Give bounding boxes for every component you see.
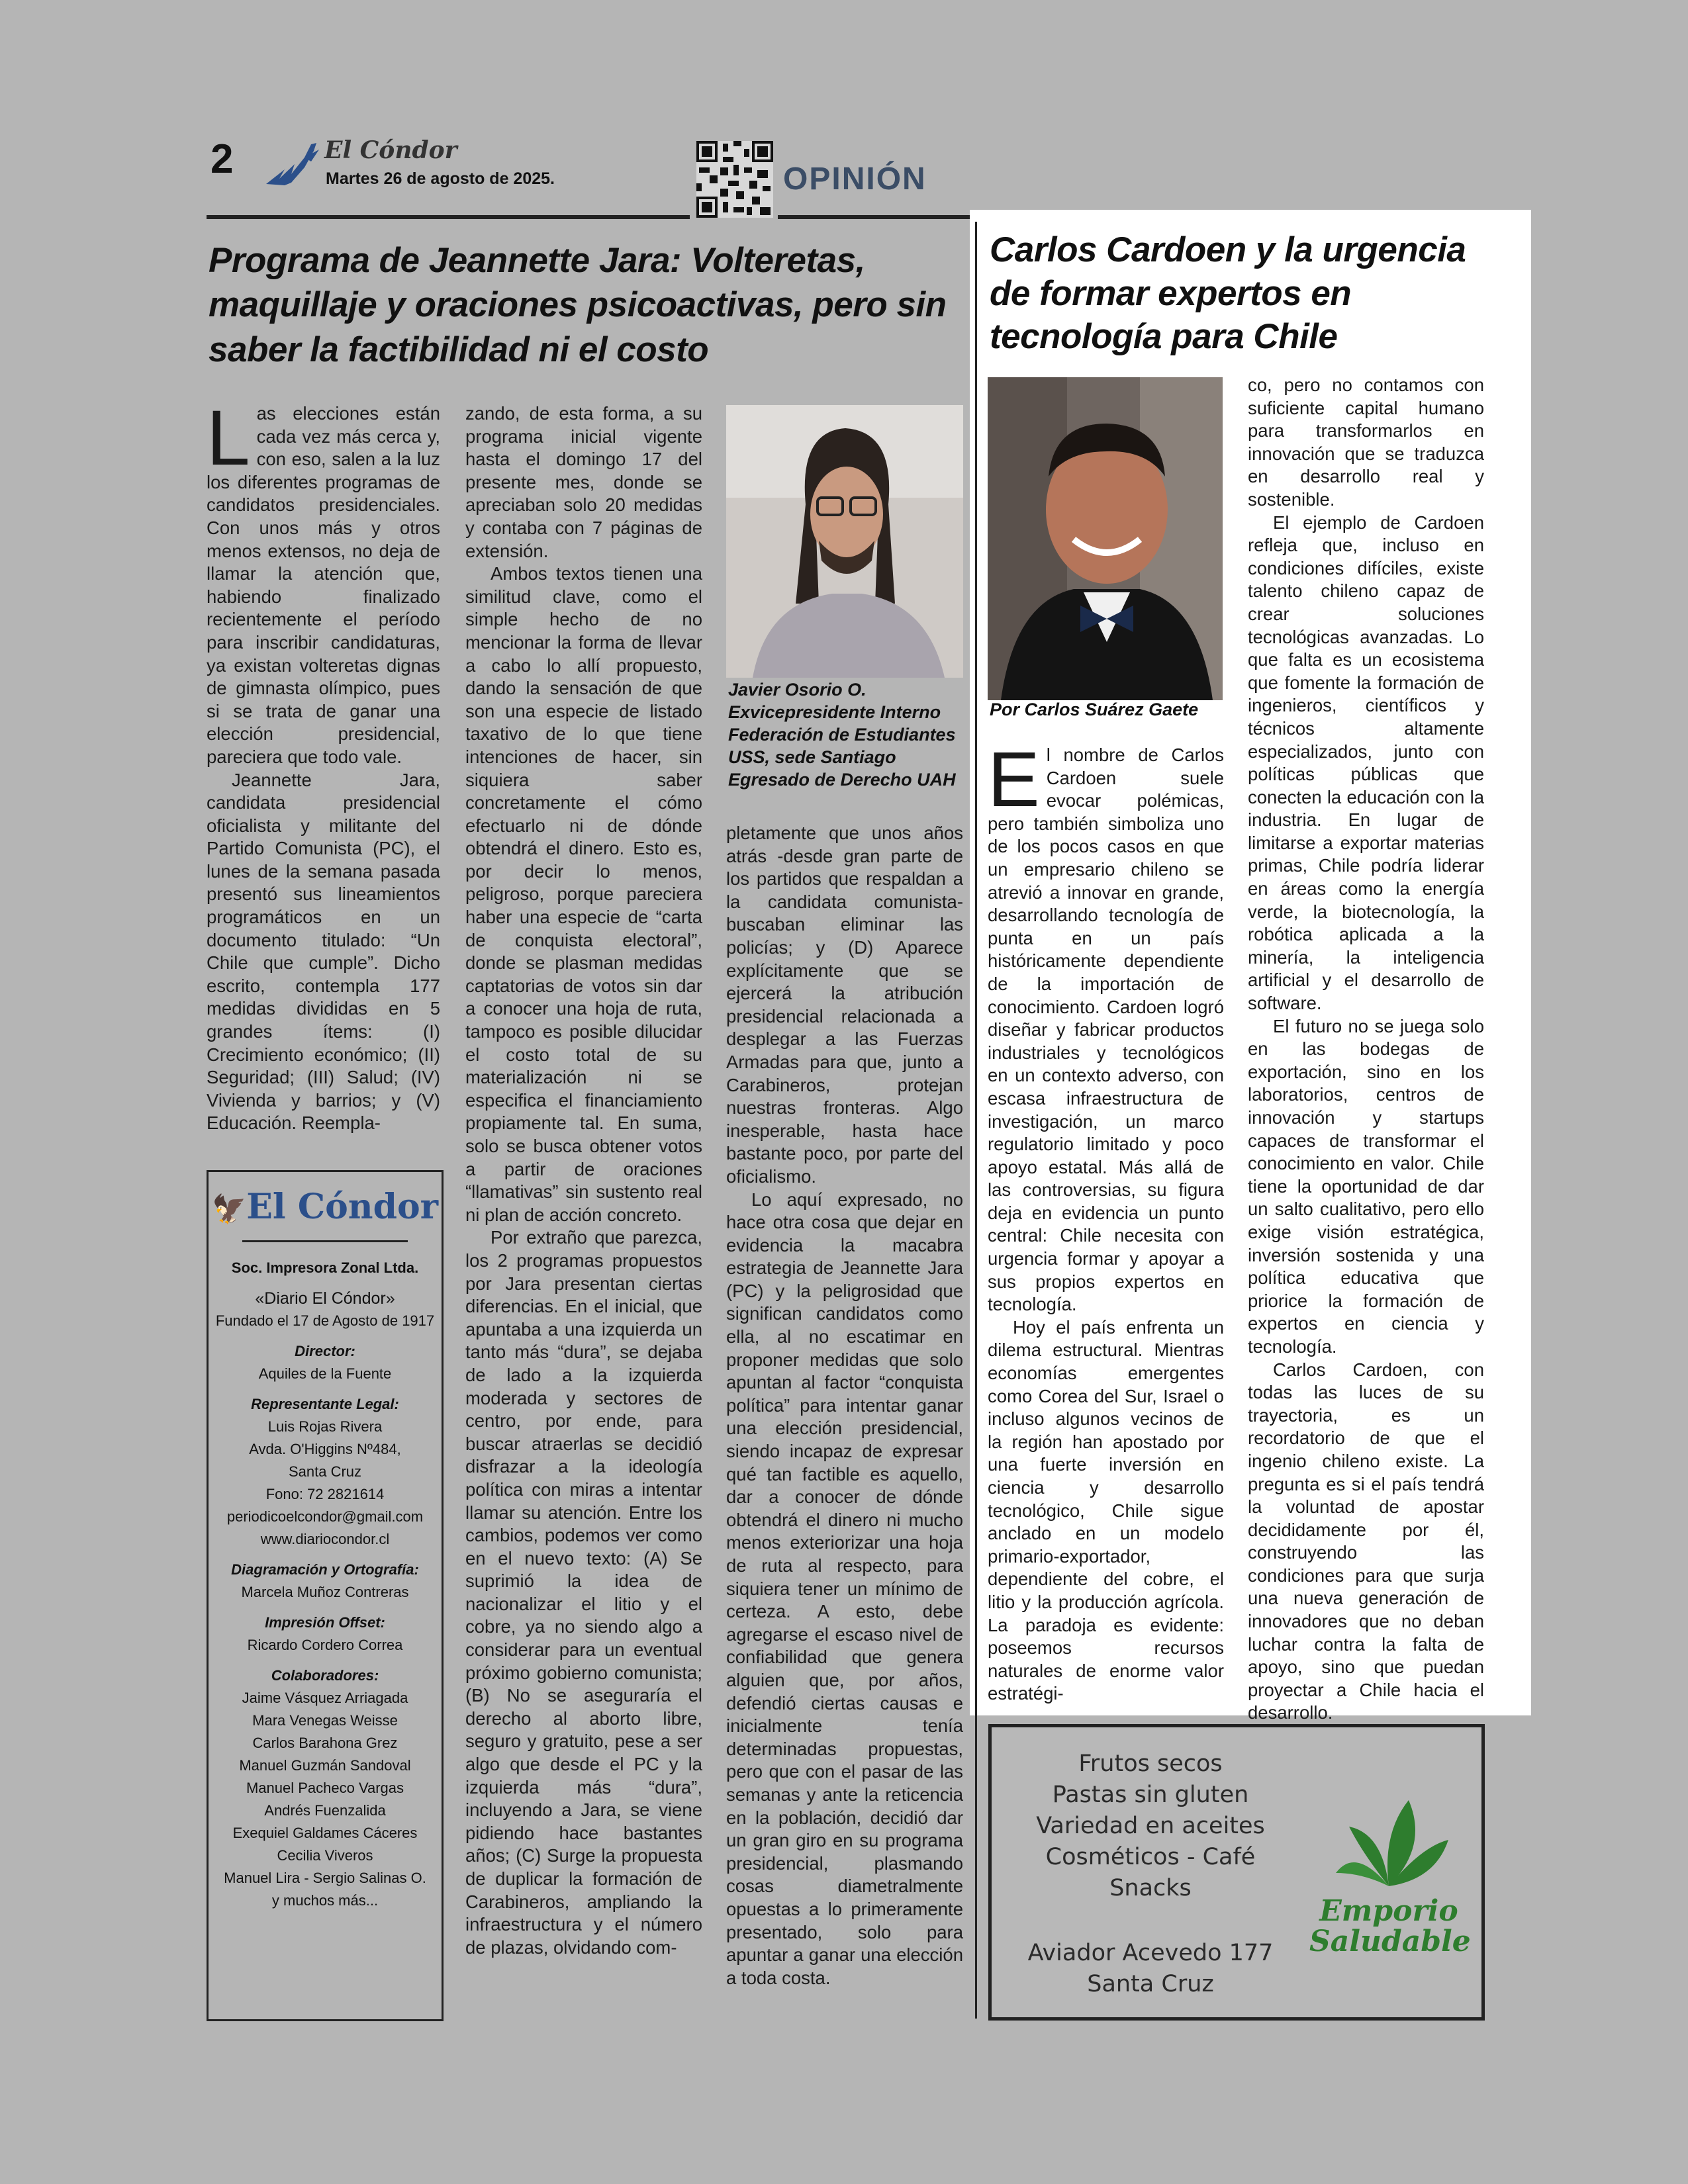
- issue-date: Martes 26 de agosto de 2025.: [326, 169, 555, 188]
- director-label: Director:: [295, 1343, 355, 1359]
- author-photo: [726, 405, 963, 678]
- leaf-icon: [1323, 1774, 1455, 1893]
- legal-line: Luis Rojas Rivera: [267, 1418, 383, 1435]
- paper-full-name: «Diario El Cóndor»: [255, 1289, 395, 1308]
- section-title: OPINIÓN: [783, 161, 927, 197]
- masthead-box: [207, 1170, 444, 2021]
- print-name: Ricardo Cordero Correa: [247, 1637, 403, 1653]
- collab-name: Manuel Pacheco Vargas: [246, 1780, 404, 1796]
- left-article-column-3: [726, 822, 963, 1989]
- director-name: Aquiles de la Fuente: [258, 1365, 392, 1382]
- collab-name: Carlos Barahona Grez: [252, 1735, 398, 1751]
- article-paragraph: Por extraño que parezca, los 2 programas propuestos por Jara presentan ciertas diferencias. En el inicial, que apuntaba a una izquierda un tanto más “dura”, se dejaba de lado a la izquierda moderada y sectores de centro, por ende, para buscar atraerlas se decidió disfrazar a la ideología política con miras a intentar llamar su atención. Entre los cambios, podemos ver como en el nuevo texto: (A) Se suprimió la idea de nacionalizar el litio y el cobre, ya no siendo algo a considerar para un eventual próximo gobierno comunista; (B) No se aseguraría el derecho al aborto libre, seguro y gratuito, pese a ser algo que desde el PC y la izquierda más “dura”, incluyendo a Jara, se viene pidiendo hace bastantes años; (C) Surge la propuesta de duplicar la formación de Carabineros, ampliando la infraestructura y el número de plazas, olvidando com-: [465, 1227, 702, 1958]
- article-paragraph: zando, de esta forma, a su programa inicial vigente hasta el domingo 17 del presente mes, donde se apreciaban solo 20 medidas y contaba con 7 páginas de extensión.: [465, 403, 702, 561]
- page-number: 2: [211, 136, 234, 182]
- article-paragraph: El nombre de Carlos Cardoen suele evocar polémicas, pero también simboliza uno de los pocos casos en que un empresario chileno se atrevió a innovar en grande, desarrollando tecnología de punta en un país históricamente dependiente de la importación de conocimiento. Cardoen logró diseñar y fabricar productos industriales y tecnológicos en un contexto adverso, con escasa infraestructura de investigación, un marco regulatorio limitado y poco apoyo estatal. Más allá de las controversias, su figura deja en evidencia un punto central: Chile necesita con urgencia formar y apoyar a sus propios expertos en tecnología.: [988, 736, 1224, 1315]
- founded-date: Fundado el 17 de Agosto de 1917: [215, 1312, 435, 1329]
- article-paragraph: El futuro no se juega solo en las bodegas de exportación, sino en los laboratorios, centros de innovación y startups capaces de transformar el conocimiento en valor. Chile tiene la oportunidad de dar un salto cualitativo, pero ello exige visión estratégica, inversión sostenida y una política educativa que priorice la formación de expertos en ciencia y tecnología.: [1248, 1015, 1484, 1357]
- legal-line: Santa Cruz: [288, 1463, 362, 1480]
- ad-product-list: Frutos secos Pastas sin gluten Variedad en aceites Cosméticos - Café Snacks: [1036, 1751, 1265, 1901]
- article-paragraph: Hoy el país enfrenta un dilema estructural. Mientras economías emergentes como Corea del Sur, Israel o incluso algunos vecinos de la región han apostado por una fuerte inversión en ciencia y desarrollo tecnológico, Chile sigue anclado en un modelo primario-exportador, dependiente del cobre, el litio y la producción agrícola. La paradoja es evidente: poseemos recursos naturales de enorme valor estratégi-: [988, 1316, 1224, 1704]
- legal-line: www.diariocondor.cl: [260, 1531, 390, 1547]
- collab-name: Andrés Fuenzalida: [264, 1802, 386, 1819]
- masthead-logo: 🦅El Cóndor: [211, 1187, 439, 1227]
- article-paragraph: pletamente que unos años atrás -desde gran parte de los partidos que respaldan a la candidata comunista- buscaban eliminar las policías; y (D) Aparece explícitamente que se ejercerá la atribución presidencial relacionada a desplegar a las Fuerzas Armadas para que, junto a Carabineros, protejan nuestras fronteras. Algo inesperable, hasta hace bastante poco, por parte del oficialismo.: [726, 823, 963, 1187]
- right-article-title: Carlos Cardoen y la urgencia de formar expertos en tecnología para Chile: [990, 230, 1466, 357]
- left-article-title: Programa de Jeannette Jara: Volteretas, maquillaje y oraciones psicoactivas, pero sin saber la factibilidad ni el costo: [209, 241, 947, 369]
- legal-line: Fono: 72 2821614: [265, 1486, 385, 1502]
- collab-name: y muchos más...: [271, 1892, 379, 1909]
- drop-cap: L: [207, 394, 250, 482]
- article-paragraph: Jeannette Jara, candidata presidencial oficialista y militante del Partido Comunista (PC), el lunes de la semana pasada presentó sus lineamientos programáticos en un documento titulado: “Un Chile que cumple”. Dicho escrito, contempla 177 medidas divididas en 5 grandes ítems: (I) Crecimiento económico; (II) Seguridad; (III) Salud; (IV) Vivienda y barrios; y (V) Educación. Reempla-: [207, 769, 440, 1134]
- article-paragraph: El ejemplo de Cardoen refleja que, incluso en condiciones difíciles, existe talento chileno capaz de crear soluciones tecnológicas avanzadas. Lo que falta es un ecosistema que fomente la formación de ingenieros, científicos y técnicos altamente especializados, junto con políticas públicas que conecten la educación con la industria. En lugar de limitarse a exportar materias primas, Chile podría liderar en áreas como la energía verde, la biotecnología, la robótica aplicada a la minería, la inteligencia artificial y el desarrollo de software.: [1248, 512, 1484, 1014]
- legal-line: Avda. O'Higgins Nº484,: [249, 1441, 401, 1457]
- collab-name: Mara Venegas Weisse: [252, 1712, 398, 1729]
- drop-cap: E: [988, 736, 1040, 823]
- article-paragraph: Ambos textos tienen una similitud clave, como el simple hecho de no mencionar la forma de llevar a cabo lo allí propuesto, dando la sensación de que son una especie de listado taxativo de lo que tiene intenciones de hacer, sin siquiera saber concretamente el cómo efectuarlo ni de dónde obtendrá el dinero. Esto es, por decir lo menos, peligroso, porque pareciera haber una especie de “carta de conquista electoral”, donde se plasman medidas captatorias de votos sin dar a conocer una hoja de ruta, tampoco es posible dilucidar el costo total de su materialización ni se especifica el financiamiento propiamente tal. En suma, solo se busca obtener votos a partir de oraciones “llamativas” sin sustento real ni plan de acción concreto.: [465, 563, 702, 1225]
- ad-brand: Emporio Saludable: [1309, 1894, 1471, 1958]
- collab-name: Manuel Lira - Sergio Salinas O.: [224, 1870, 426, 1886]
- right-article-column-1: [988, 736, 1224, 1706]
- divider: [242, 1240, 408, 1242]
- condor-logo-icon: [265, 138, 321, 191]
- collab-label: Colaboradores:: [271, 1667, 379, 1684]
- right-article-column-2: [1248, 374, 1484, 1725]
- paper-name: El Cóndor: [324, 136, 457, 164]
- condor-logo-icon: 🦅: [211, 1193, 247, 1225]
- print-label: Impresión Offset:: [265, 1614, 385, 1631]
- article-paragraph: Carlos Cardoen, con todas las luces de su trayectoria, es un recordatorio de que el ingenio chileno existe. La pregunta es si el país tendrá la voluntad de apostar decididamente por él, construyendo las condiciones para que surja una nueva generación de innovadores que no deban luchar contra la falta de apoyo, sino que puedan proyectar a Chile hacia el desarrollo.: [1248, 1359, 1484, 1723]
- company-name: Soc. Impresora Zonal Ltda.: [231, 1259, 419, 1276]
- legal-label: Representante Legal:: [251, 1396, 399, 1412]
- layout-name: Marcela Muñoz Contreras: [241, 1584, 409, 1600]
- left-article-column-1: [207, 394, 440, 1135]
- qr-code-icon: [696, 141, 773, 218]
- author-photo: [988, 377, 1223, 700]
- legal-line: periodicoelcondor@gmail.com: [226, 1508, 424, 1525]
- column-divider: [975, 222, 977, 2019]
- left-article-column-2: [465, 402, 702, 1959]
- ad-address: Aviador Acevedo 177 Santa Cruz: [1027, 1940, 1274, 1997]
- collab-name: Exequiel Galdames Cáceres: [232, 1825, 418, 1841]
- advertisement-box: [988, 1724, 1485, 2021]
- collab-name: Cecilia Viveros: [277, 1847, 373, 1864]
- layout-label: Diagramación y Ortografía:: [231, 1561, 419, 1578]
- article-paragraph: co, pero no contamos con suficiente capital humano para transformarlos en innovación que se traduzca en desarrollo real y sostenible.: [1248, 375, 1484, 510]
- article-paragraph: Lo aquí expresado, no hace otra cosa que dejar en evidencia la macabra estrategia de Jeannette Jara (PC) y la peligrosidad que significan candidatos como ella, al no escatimar en proponer medidas que solo apuntan al factor “conquista política” para intentar ganar una elección presidencial, siendo incapaz de expresar qué tan factible es aquello, dar a conocer de dónde obtendrá el dinero ni mucho menos exteriorizar una hoja de ruta al respecto, para siquiera tener un mínimo de certeza. A esto, debe agregarse el escaso nivel de confiabilidad que genera alguien que, por años, defendió ciertas causas e inicialmente tenía determinadas propuestas, pero que con el pasar de las semanas y ante la reticencia en la población, decidió dar un gran giro en su programa presidencial, plasmando cosas diametralmente opuestas a lo primeramente presentado, solo para apuntar a ganar una elección a toda costa.: [726, 1189, 963, 1988]
- author-caption: Javier Osorio O. Exvicepresidente Interno Federación de Estudiantes USS, sede Santiago Egresado de Derecho UAH: [728, 680, 956, 790]
- collab-name: Jaime Vásquez Arriagada: [242, 1690, 408, 1706]
- right-byline: Por Carlos Suárez Gaete: [990, 700, 1199, 719]
- header-rule: [207, 215, 690, 219]
- collab-name: Manuel Guzmán Sandoval: [239, 1757, 411, 1774]
- article-paragraph: Las elecciones están cada vez más cerca y, con eso, salen a la luz los diferentes programas de candidatos presidenciales. Con unos más y otros menos extensos, no deja de llamar la atención que, habiendo finalizado recientemente el período para inscribir candidaturas, ya existan volteretas dignas de gimnasta olímpico, pues si se trata de ganar una elección presidencial, pareciera que todo vale.: [207, 394, 440, 767]
